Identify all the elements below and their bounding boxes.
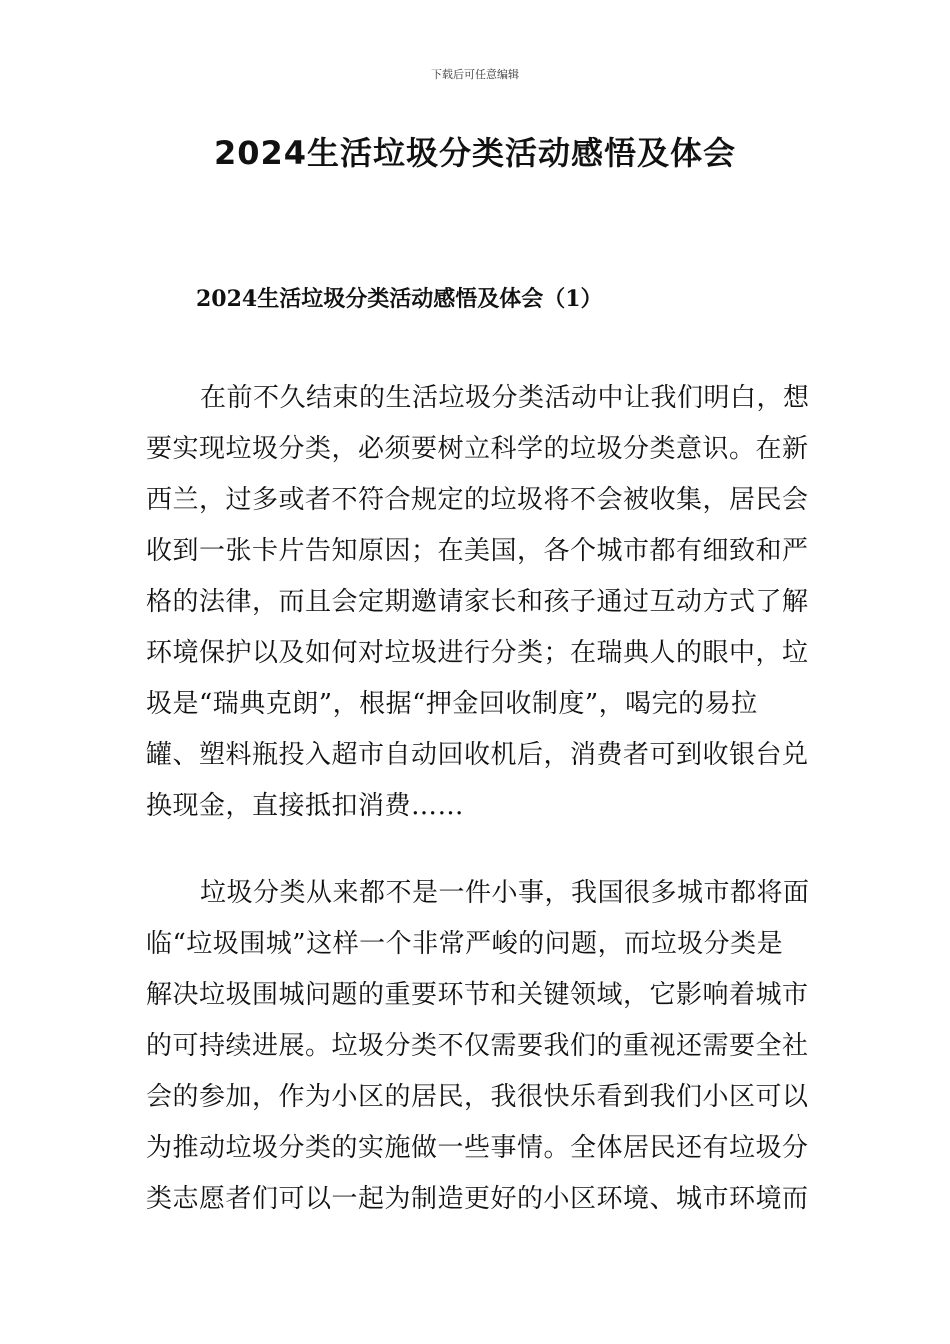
paragraph-line: 解决垃圾围城问题的重要环节和关键领域，它影响着城市 — [146, 980, 809, 1010]
paragraph-line: 换现金，直接抵扣消费…… — [146, 791, 465, 821]
paragraph-line: 垃圾分类从来都不是一件小事，我国很多城市都将面 — [200, 878, 810, 908]
section-heading: 2024生活垃圾分类活动感悟及体会（1） — [196, 286, 603, 312]
paragraph-line: 为推动垃圾分类的实施做一些事情。全体居民还有垃圾分 — [146, 1133, 809, 1163]
paragraph-line: 要实现垃圾分类，必须要树立科学的垃圾分类意识。在新 — [146, 434, 809, 464]
paragraph-line: 圾是“瑞典克朗”，根据“押金回收制度”，喝完的易拉 — [146, 689, 758, 719]
paragraph-line: 收到一张卡片告知原因；在美国，各个城市都有细致和严 — [146, 536, 809, 566]
paragraph-line: 临“垃圾围城”这样一个非常严峻的问题，而垃圾分类是 — [146, 929, 784, 959]
paragraph-line: 罐、塑料瓶投入超市自动回收机后，消费者可到收银台兑 — [146, 740, 809, 770]
paragraph-line: 西兰，过多或者不符合规定的垃圾将不会被收集，居民会 — [146, 485, 809, 515]
paragraph-line: 类志愿者们可以一起为制造更好的小区环境、城市环境而 — [146, 1184, 809, 1214]
paragraph-line: 会的参加，作为小区的居民，我很快乐看到我们小区可以 — [146, 1082, 809, 1112]
paragraph-line: 环境保护以及如何对垃圾进行分类；在瑞典人的眼中，垃 — [146, 638, 809, 668]
paragraph-line: 格的法律，而且会定期邀请家长和孩子通过互动方式了解 — [146, 587, 809, 617]
paragraph-line: 的可持续进展。垃圾分类不仅需要我们的重视还需要全社 — [146, 1031, 809, 1061]
paragraph-1 — [146, 373, 810, 832]
paragraph-2 — [146, 868, 810, 1225]
header-note: 下载后可任意编辑 — [431, 68, 519, 81]
paragraph-line: 在前不久结束的生活垃圾分类活动中让我们明白，想 — [200, 383, 810, 413]
document-title: 2024生活垃圾分类活动感悟及体会 — [213, 134, 737, 172]
